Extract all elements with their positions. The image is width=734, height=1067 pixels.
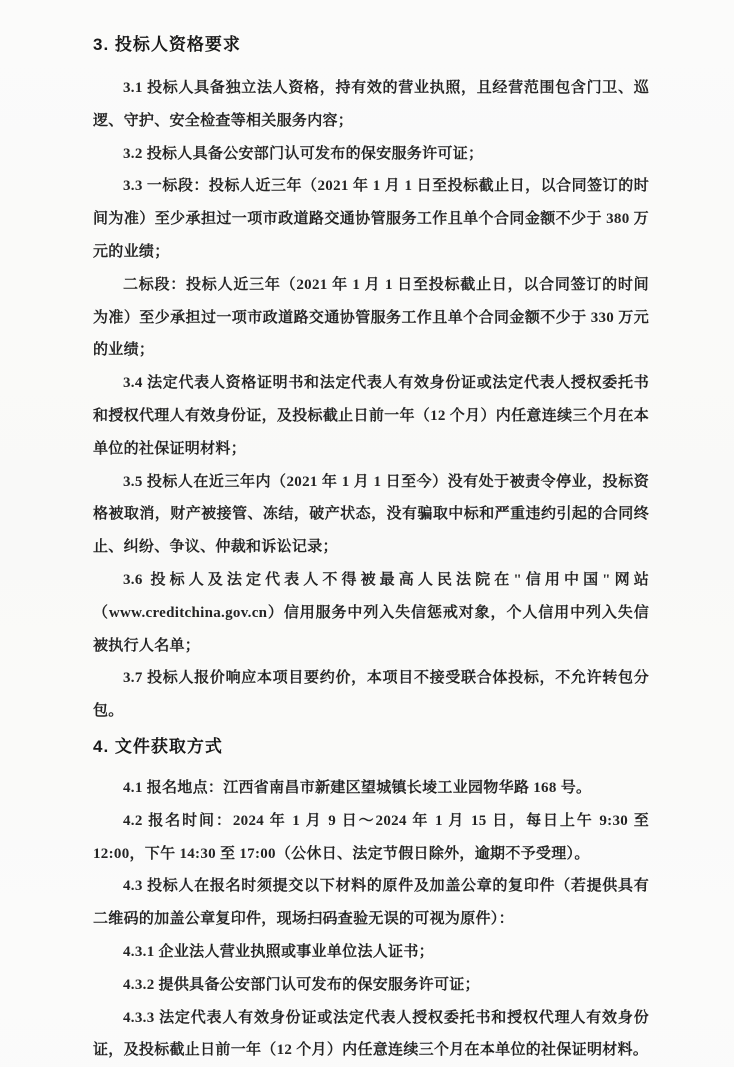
paragraph-4-3-2: 4.3.2 提供具备公安部门认可发布的保安服务许可证； — [123, 976, 480, 993]
paragraph-4-1: 4.1 报名地点：江西省南昌市新建区望城镇长堎工业园物华路 168 号。 — [123, 779, 592, 796]
paragraph-4-3: 4.3 投标人在报名时须提交以下材料的原件及加盖公章的复印件（若提供具有二维码的加盖公章复印件，现场扫码查验无误的可视为原件）： — [93, 878, 649, 928]
paragraph-3-7: 3.7 投标人报价响应本项目要约价，本项目不接受联合体投标，不允许转包分包。 — [93, 670, 649, 720]
paragraph-3-6: 3.6 投标人及法定代表人不得被最高人民法院在"信用中国"网站（www.creditchina.gov.cn）信用服务中列入失信惩戒对象，个人信用中列入失信被执行人名单； — [93, 571, 649, 654]
section-bidder-qualifications — [93, 72, 649, 728]
section-heading-bidder-qualifications: 3. 投标人资格要求 — [93, 35, 241, 54]
paragraph-3-3-section-two: 二标段：投标人近三年（2021 年 1 月 1 日至投标截止日，以合同签订的时间为准）至少承担过一项市政道路交通协管服务工作且单个合同金额不少于 330 万元的业绩； — [93, 276, 650, 359]
section-heading-document-acquisition: 4. 文件获取方式 — [93, 736, 223, 756]
paragraph-3-1: 3.1 投标人具备独立法人资格，持有效的营业执照，且经营范围包含门卫、巡逻、守护、安全检查等相关服务内容； — [93, 80, 649, 129]
section-document-acquisition — [93, 772, 649, 1067]
paragraph-4-3-1: 4.3.1 企业法人营业执照或事业单位法人证书； — [123, 943, 434, 960]
paragraph-3-2: 3.2 投标人具备公安部门认可发布的保安服务许可证； — [123, 145, 484, 162]
paragraph-3-3-section-one: 3.3 一标段：投标人近三年（2021 年 1 月 1 日至投标截止日，以合同签订的时间为准）至少承担过一项市政道路交通协管服务工作且单个合同金额不少于 380 万元的业绩； — [93, 178, 649, 260]
paragraph-4-2: 4.2 报名时间：2024 年 1 月 9 日～2024 年 1 月 15 日，每日上午 9:30 至 12:00，下午 14:30 至 17:00（公休日、法定节假日除外，逾期不予受理）。 — [93, 812, 649, 862]
paragraph-4-3-3: 4.3.3 法定代表人有效身份证或法定代表人授权委托书和授权代理人有效身份证，及投标截止日前一年（12 个月）内任意连续三个月在本单位的社保证明材料。 — [93, 1009, 649, 1059]
paragraph-3-5: 3.5 投标人在近三年内（2021 年 1 月 1 日至今）没有处于被责令停业，投标资格被取消，财产被接管、冻结，破产状态，没有骗取中标和严重违约引起的合同终止、纠纷、争议、仲裁和诉讼记录； — [93, 473, 649, 556]
paragraph-3-4: 3.4 法定代表人资格证明书和法定代表人有效身份证或法定代表人授权委托书和授权代理人有效身份证，及投标截止日前一年（12 个月）内任意连续三个月在本单位的社保证明材料； — [93, 375, 649, 457]
